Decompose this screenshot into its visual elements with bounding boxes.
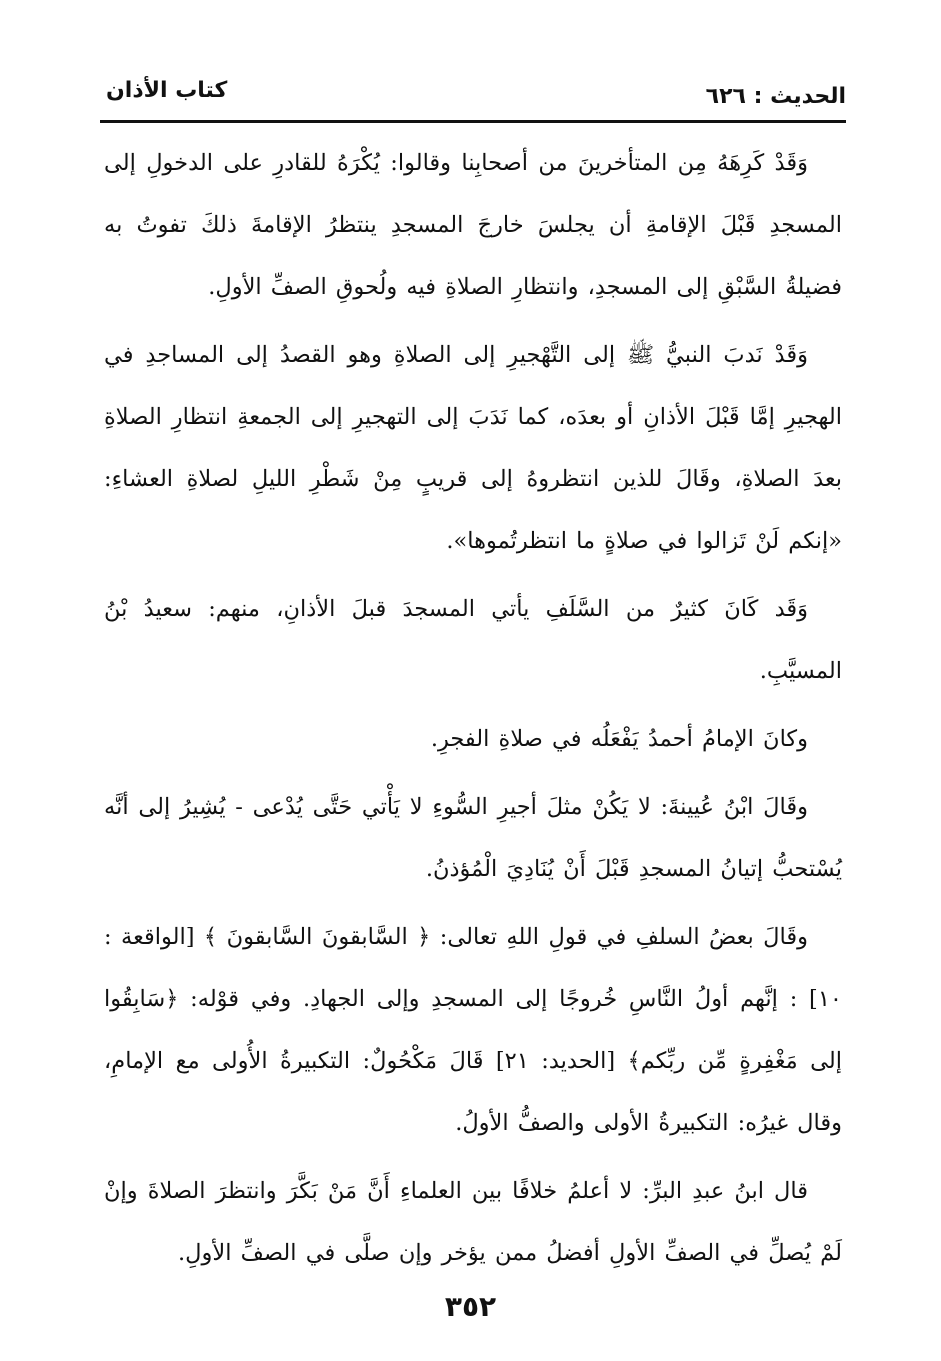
paragraph-ibn-uyaynah: وقَالَ ابْنُ عُيينةَ: لا يَكُنْ مثلَ أجيرِ السُّوءِ لا يَأْتي حَتَّى يُدْعى - يُشِيرُ إلى أنَّه يُسْتحبُّ إتيانُ المسجدِ قَبْلَ أَنْ يُنَادِيَ الْمُؤذنُ. [104, 794, 842, 882]
paragraph-salaf: وَقَد كَانَ كثيرٌ من السَّلَفِ يأتي المسجدَ قبلَ الأذانِ، منهم: سعيدُ بْنُ المسيَّبِ. [104, 596, 842, 684]
paragraph-sabiqun: وقَالَ بعضُ السلفِ في قولِ اللهِ تعالى: ﴿ السَّابقونَ السَّابقونَ ﴾ [الواقعة : ١٠] : إنَّهم أولُ النَّاسِ خُروجًا إلى المسجدِ وإلى الجهادِ. وفي قوْله: ﴿سَابِقُوا إلى مَغْفِرةٍ مِّن ربِّكم﴾ [الحديد: ٢١] قَالَ مَكْحُولٌ: التكبيرةُ الأُولى مع الإمامِ، وقال غيرُه: التكبيرةُ الأولى والصفُّ الأولُ. [104, 924, 843, 1136]
paragraph-tahjir: وَقَدْ نَدبَ النبيُّ ﷺ إلى التَّهْجيرِ إلى الصلاةِ وهو القصدُ إلى المساجدِ في الهجيرِ إمَّا قَبْلَ الأذانِ أو بعدَه، كما نَدَبَ إلى التهجيرِ إلى الجمعةِ انتظارِ الصلاةِ بعدَ الصلاةِ، وقَالَ للذين انتظروهُ إلى قريبٍ مِنْ شَطْرِ الليلِ لصلاةِ العشاءِ: «إنكم لَنْ تَزالوا في صلاةٍ ما انتظرتُموها». [104, 342, 842, 554]
paragraph-makruh: وَقَدْ كَرِهَهُ مِن المتأخرينَ من أصحابِنا وقالوا: يُكْرَهُ للقادرِ على الدخولِ إلى المسجدِ قَبْلَ الإقامةِ أن يجلسَ خارجَ المسجدِ ينتظرُ الإقامةَ ذلكَ تفوتُ به فضيلةُ السَّبْقِ إلى المسجدِ، وانتظارِ الصلاةِ فيه ولُحوقِ الصفِّ الأولِ. [104, 150, 842, 300]
main-text [104, 132, 842, 1290]
book-title: كتاب الأذان [106, 78, 228, 103]
page-header [100, 76, 846, 123]
page-number: ٣٥٢ [444, 1290, 497, 1323]
hadith-number-label: الحديث : ٦٢٦ [705, 84, 846, 109]
paragraph-ahmad: وكانَ الإمامُ أحمدُ يَفْعَلُه في صلاةِ الفجرِ. [430, 726, 808, 752]
paragraph-ibn-abd-al-barr: قال ابنُ عبدِ البرِّ: لا أعلمُ خلافًا بين العلماءِ أَنَّ مَنْ بَكَّرَ وانتظرَ الصلاةَ وإنْ لَمْ يُصلِّ في الصفِّ الأولِ أفضلُ ممن يؤخر وإن صلَّى في الصفِّ الأولِ. [104, 1178, 842, 1266]
